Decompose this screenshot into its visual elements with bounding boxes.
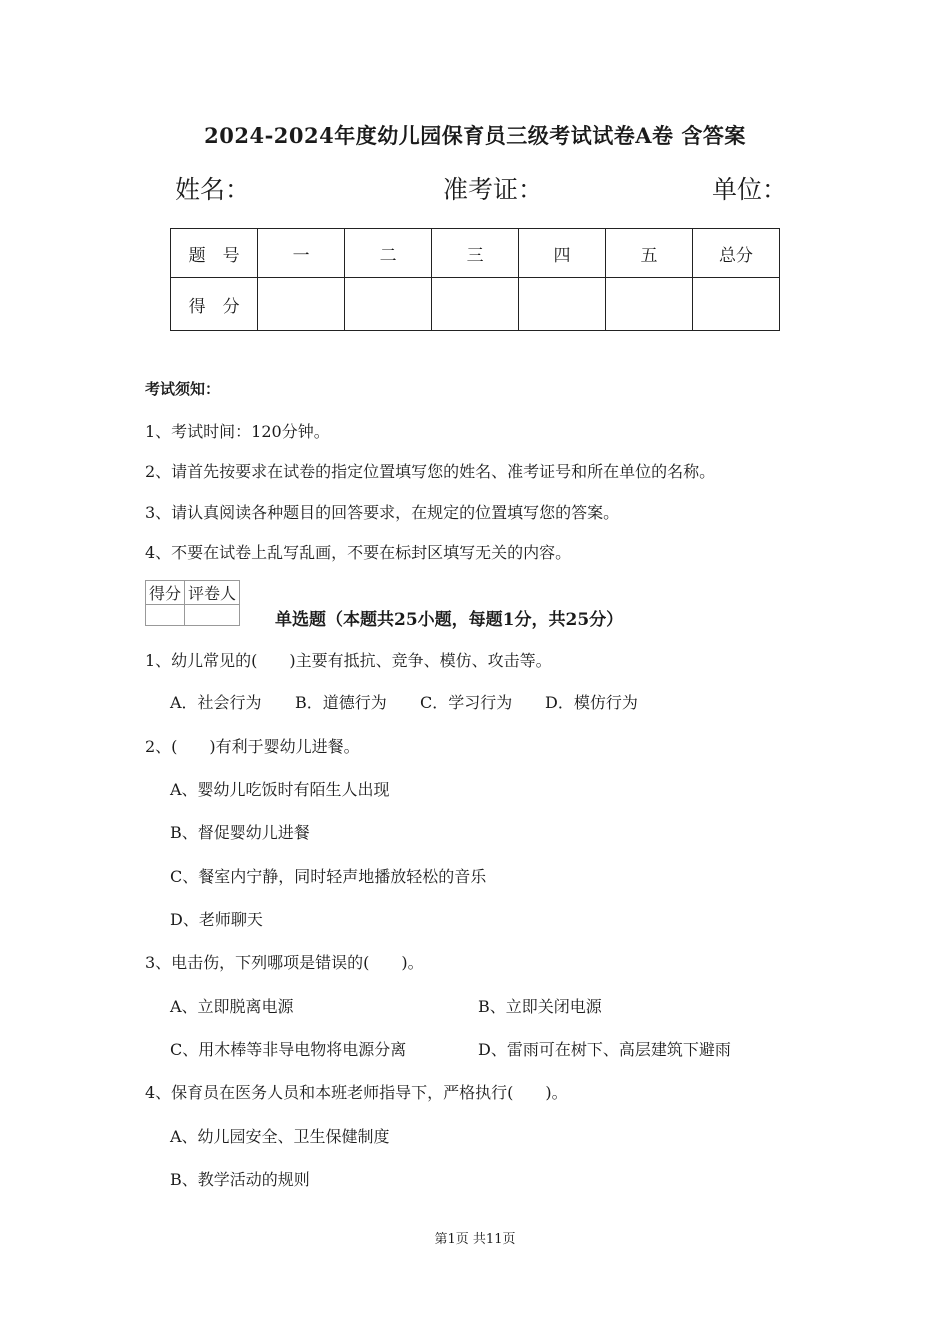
grader-reviewer-cell[interactable] bbox=[185, 605, 240, 626]
option-d: D．模仿行为 bbox=[545, 693, 638, 712]
score-cell[interactable] bbox=[692, 278, 779, 331]
section-title: 单选题（本题共25小题，每题1分，共25分） bbox=[275, 610, 624, 630]
score-cell[interactable] bbox=[519, 278, 606, 331]
score-table bbox=[170, 228, 780, 331]
page-footer: 第1页 共11页 bbox=[434, 1232, 516, 1247]
option-a: A、幼儿园安全、卫生保健制度 bbox=[170, 1127, 390, 1146]
notice-item: 3、请认真阅读各种题目的回答要求，在规定的位置填写您的答案。 bbox=[145, 503, 620, 522]
score-row-label: 得 分 bbox=[171, 278, 258, 331]
grader-reviewer-label: 评卷人 bbox=[185, 581, 240, 605]
option-b: B、教学活动的规则 bbox=[170, 1170, 310, 1189]
option-c: C、用木棒等非导电物将电源分离 bbox=[170, 1040, 407, 1059]
notice-item: 4、不要在试卷上乱写乱画，不要在标封区填写无关的内容。 bbox=[145, 543, 572, 562]
exam-id-label: 准考证： bbox=[443, 175, 544, 204]
score-cell[interactable] bbox=[258, 278, 345, 331]
question-stem: 4、保育员在医务人员和本班老师指导下，严格执行( )。 bbox=[145, 1083, 568, 1102]
option-a: A、婴幼儿吃饭时有陌生人出现 bbox=[170, 780, 390, 799]
question-stem: 1、幼儿常见的( )主要有抵抗、竞争、模仿、攻击等。 bbox=[145, 651, 552, 670]
option-a: A、立即脱离电源 bbox=[170, 997, 294, 1016]
question-stem: 2、( )有利于婴幼儿进餐。 bbox=[145, 737, 360, 756]
header-cell: 五 bbox=[606, 229, 693, 278]
header-cell: 二 bbox=[345, 229, 432, 278]
exam-title: 2024-2024年度幼儿园保育员三级考试试卷A卷 含答案 bbox=[204, 123, 746, 148]
header-cell: 四 bbox=[519, 229, 606, 278]
grader-box bbox=[145, 580, 240, 626]
header-cell: 题 号 bbox=[171, 229, 258, 278]
notice-item: 1、考试时间：120分钟。 bbox=[145, 422, 330, 441]
header-cell: 一 bbox=[258, 229, 345, 278]
grader-score-cell[interactable] bbox=[146, 605, 185, 626]
option-c: C．学习行为 bbox=[420, 693, 513, 712]
score-cell[interactable] bbox=[606, 278, 693, 331]
unit-label: 单位： bbox=[712, 175, 788, 204]
option-d: D、老师聊天 bbox=[170, 910, 263, 929]
option-c: C、餐室内宁静，同时轻声地播放轻松的音乐 bbox=[170, 867, 487, 886]
option-a: A．社会行为 bbox=[170, 693, 262, 712]
header-cell: 三 bbox=[432, 229, 519, 278]
notice-item: 2、请首先按要求在试卷的指定位置填写您的姓名、准考证号和所在单位的名称。 bbox=[145, 462, 716, 481]
option-b: B、立即关闭电源 bbox=[478, 997, 602, 1016]
grader-score-label: 得分 bbox=[146, 581, 185, 605]
score-table-header-row bbox=[171, 229, 780, 278]
name-label: 姓名： bbox=[175, 175, 251, 204]
score-cell[interactable] bbox=[432, 278, 519, 331]
option-b: B、督促婴幼儿进餐 bbox=[170, 823, 310, 842]
option-b: B．道德行为 bbox=[295, 693, 387, 712]
score-cell[interactable] bbox=[345, 278, 432, 331]
option-d: D、雷雨可在树下、高层建筑下避雨 bbox=[478, 1040, 731, 1059]
score-table-score-row bbox=[171, 278, 780, 331]
header-cell: 总分 bbox=[692, 229, 779, 278]
notice-heading: 考试须知： bbox=[145, 380, 221, 398]
question-stem: 3、电击伤，下列哪项是错误的( )。 bbox=[145, 953, 424, 972]
